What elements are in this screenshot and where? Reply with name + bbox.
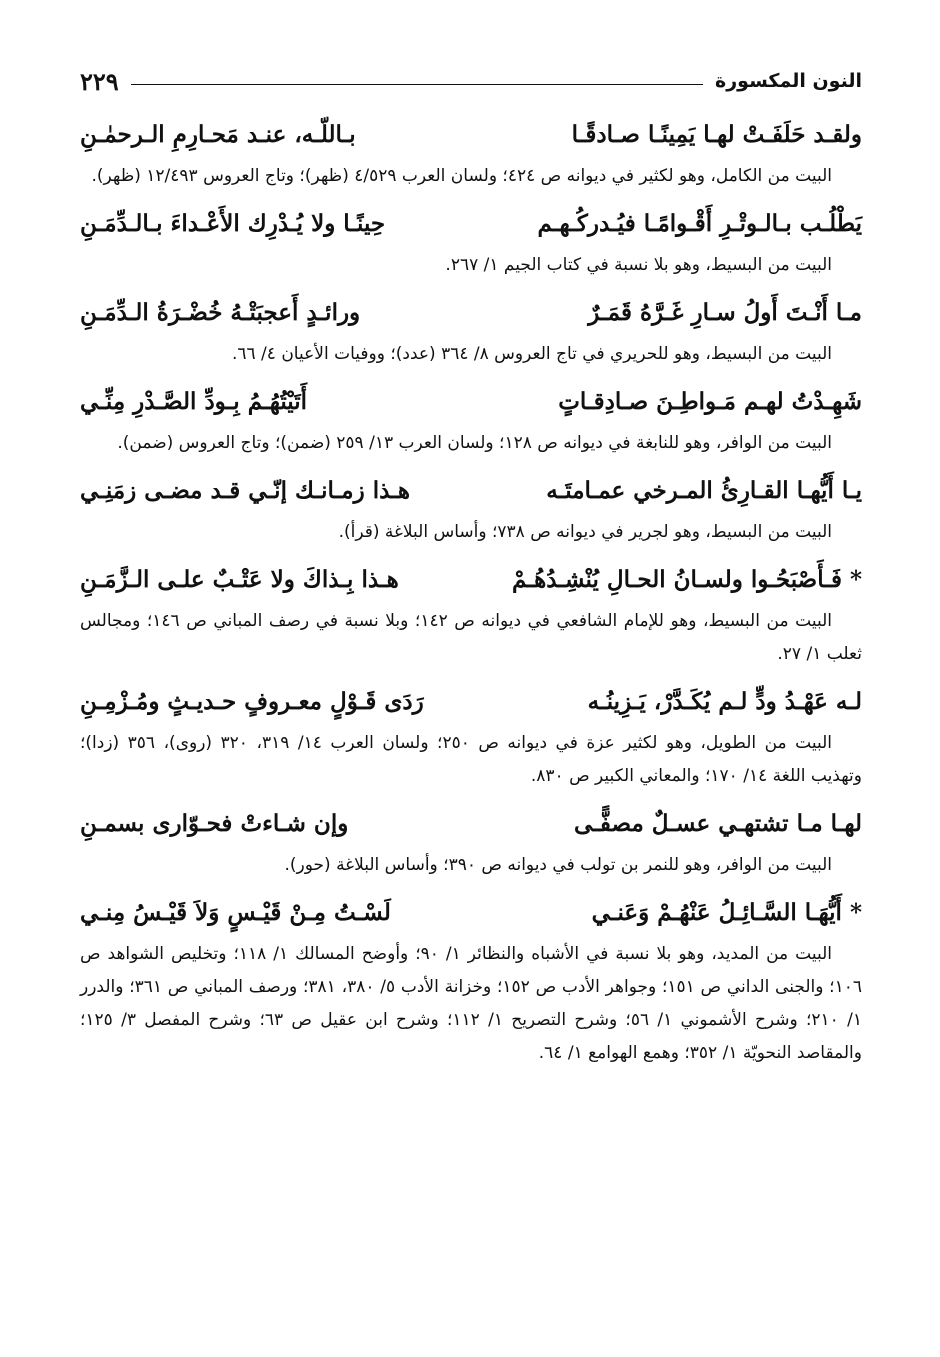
verse-note: البيت من الوافر، وهو للنابغة في ديوانه ص ١٢٨؛ ولسان العرب ١٣/ ٢٥٩ (ضمن)؛ وتاج العروس (ضمن). — [117, 433, 832, 453]
entry-9 — [80, 888, 862, 1070]
verse-line — [80, 288, 862, 338]
second-hemistich: هـذا زمـانـك إنّـي قـد مضـى زمَنِـي — [80, 477, 411, 504]
verse-note: البيت من البسيط، وهو بلا نسبة في كتاب الجيم ١/ ٢٦٧. — [445, 255, 832, 275]
verse-line — [80, 799, 862, 849]
verse-line — [80, 555, 862, 605]
entry-7 — [80, 677, 862, 793]
verse-line — [80, 888, 862, 938]
second-hemistich: هـذا بِـذاكَ ولا عَتْـبٌ علـى الـزَّمَـنِ — [80, 566, 399, 593]
entry-3 — [80, 288, 862, 371]
second-hemistich: حِينًـا ولا يُـدْرِك الأَعْـداءَ بـالـدِّمَـنِ — [80, 210, 386, 237]
second-hemistich: أَتَيْتُهُـمُ بِـودِّ الصَّـدْرِ مِنِّـي — [80, 388, 308, 415]
verse-line — [80, 466, 862, 516]
second-hemistich: بـاللّـه، عنـد مَحـارِمِ الـرحمٰـنِ — [80, 121, 356, 148]
running-header — [80, 64, 862, 98]
verse-line — [80, 110, 862, 160]
verse-note: البيت من المديد، وهو بلا نسبة في الأشباه والنظائر ١/ ٩٠؛ وأوضح المسالك ١/ ١١٨؛ وتخليص الشواهد ص ١٠٦؛ والجنى الداني ص ١٥١؛ وجواهر الأدب ص ١٥٢؛ وخزانة الأدب ٥/ ٣٨٠، ٣٨١؛ ورصف المباني ص ٣٦١؛ والدرر ١/ ٢١٠؛ وشرح الأشموني ١/ ٥٦؛ وشرح التصريح ١/ ١١٢؛ وشرح ابن عقيل ص ٦٣؛ وشرح المفصل ٣/ ١٢٥؛ والمقاصد النحويّة ١/ ٣٥٢؛ وهمع الهوامع ١/ ٦٤. — [80, 944, 862, 1063]
second-hemistich: رَدَى قَـوْلٍ معـروفٍ حـديـثٍ ومُـزْمِـنِ — [80, 688, 424, 715]
first-hemistich: * فَـأَصْبَحُـوا ولسـانُ الحـالِ يُنْشِـدُهُـمْ — [512, 566, 862, 593]
entry-5 — [80, 466, 862, 549]
first-hemistich: ولقـد حَلَفَـتْ لهـا يَمِينًـا صـادقًـا — [571, 121, 862, 148]
page-body — [80, 110, 862, 1076]
verse-line — [80, 199, 862, 249]
first-hemistich: شَهِـدْتُ لهـم مَـواطِـنَ صـادِقـاتٍ — [558, 388, 862, 415]
verse-note: البيت من الوافر، وهو للنمر بن تولب في ديوانه ص ٣٩٠؛ وأساس البلاغة (حور). — [284, 855, 832, 875]
verse-line — [80, 377, 862, 427]
entry-8 — [80, 799, 862, 882]
first-hemistich: مـا أَنْـتَ أَولُ سـارِ غَـرَّهُ قَمَـرٌ — [588, 299, 862, 326]
first-hemistich: يـا أَيُّهـا القـارِئُ المـرخي عمـامتَـه — [546, 477, 862, 504]
verse-note: البيت من البسيط، وهو لجرير في ديوانه ص ٧٣٨؛ وأساس البلاغة (قرأ). — [338, 522, 832, 542]
first-hemistich: لـه عَهْـدُ ودٍّ لـم يُكَـدَّرْ، يَـزِينُـه — [587, 688, 862, 715]
first-hemistich: لهـا مـا تشتهـي عسـلٌ مصفًّـى — [573, 810, 862, 837]
verse-line — [80, 677, 862, 727]
entry-1 — [80, 110, 862, 193]
entry-4 — [80, 377, 862, 460]
second-hemistich: ورائـدٍ أَعجبَتْـهُ خُضْـرَةُ الـدِّمَـنِ — [80, 299, 361, 326]
verse-note: البيت من البسيط، وهو للإمام الشافعي في ديوانه ص ١٤٢؛ وبلا نسبة في رصف المباني ص ١٤٦؛ ومجالس ثعلب ١/ ٢٧. — [80, 611, 862, 664]
entry-2 — [80, 199, 862, 282]
second-hemistich: وإن شـاءتْ فحـوّارى بسمـنِ — [80, 810, 349, 837]
first-hemistich: يَطْلُـب بـالـوتْـرِ أَقْـوامًـا فيُـدركُـهـم — [537, 210, 862, 237]
header-rule — [131, 84, 703, 85]
chapter-title: النون المكسورة — [715, 70, 862, 92]
verse-note: البيت من الكامل، وهو لكثير في ديوانه ص ٤٢٤؛ ولسان العرب ٤/٥٢٩ (ظهر)؛ وتاج العروس ١٢/٤٩٣ (ظهر). — [91, 166, 832, 186]
second-hemistich: لَسْـتُ مِـنْ قَيْـسٍ وَلاَ قَيْـسُ مِنـي — [80, 899, 391, 926]
first-hemistich: * أَيُّهَـا السَّـائِـلُ عَنْهُـمْ وَعَنـي — [591, 899, 862, 926]
verse-note: البيت من البسيط، وهو للحريري في تاج العروس ٨/ ٣٦٤ (عدد)؛ ووفيات الأعيان ٤/ ٦٦. — [231, 344, 832, 364]
verse-note: البيت من الطويل، وهو لكثير عزة في ديوانه ص ٢٥٠؛ ولسان العرب ١٤/ ٣١٩، ٣٢٠ (روى)، ٣٥٦ (زدا)؛ وتهذيب اللغة ١٤/ ١٧٠؛ والمعاني الكبير ص ٨٣٠. — [80, 733, 862, 786]
entry-6 — [80, 555, 862, 671]
page-number: ٢٢٩ — [80, 66, 119, 96]
